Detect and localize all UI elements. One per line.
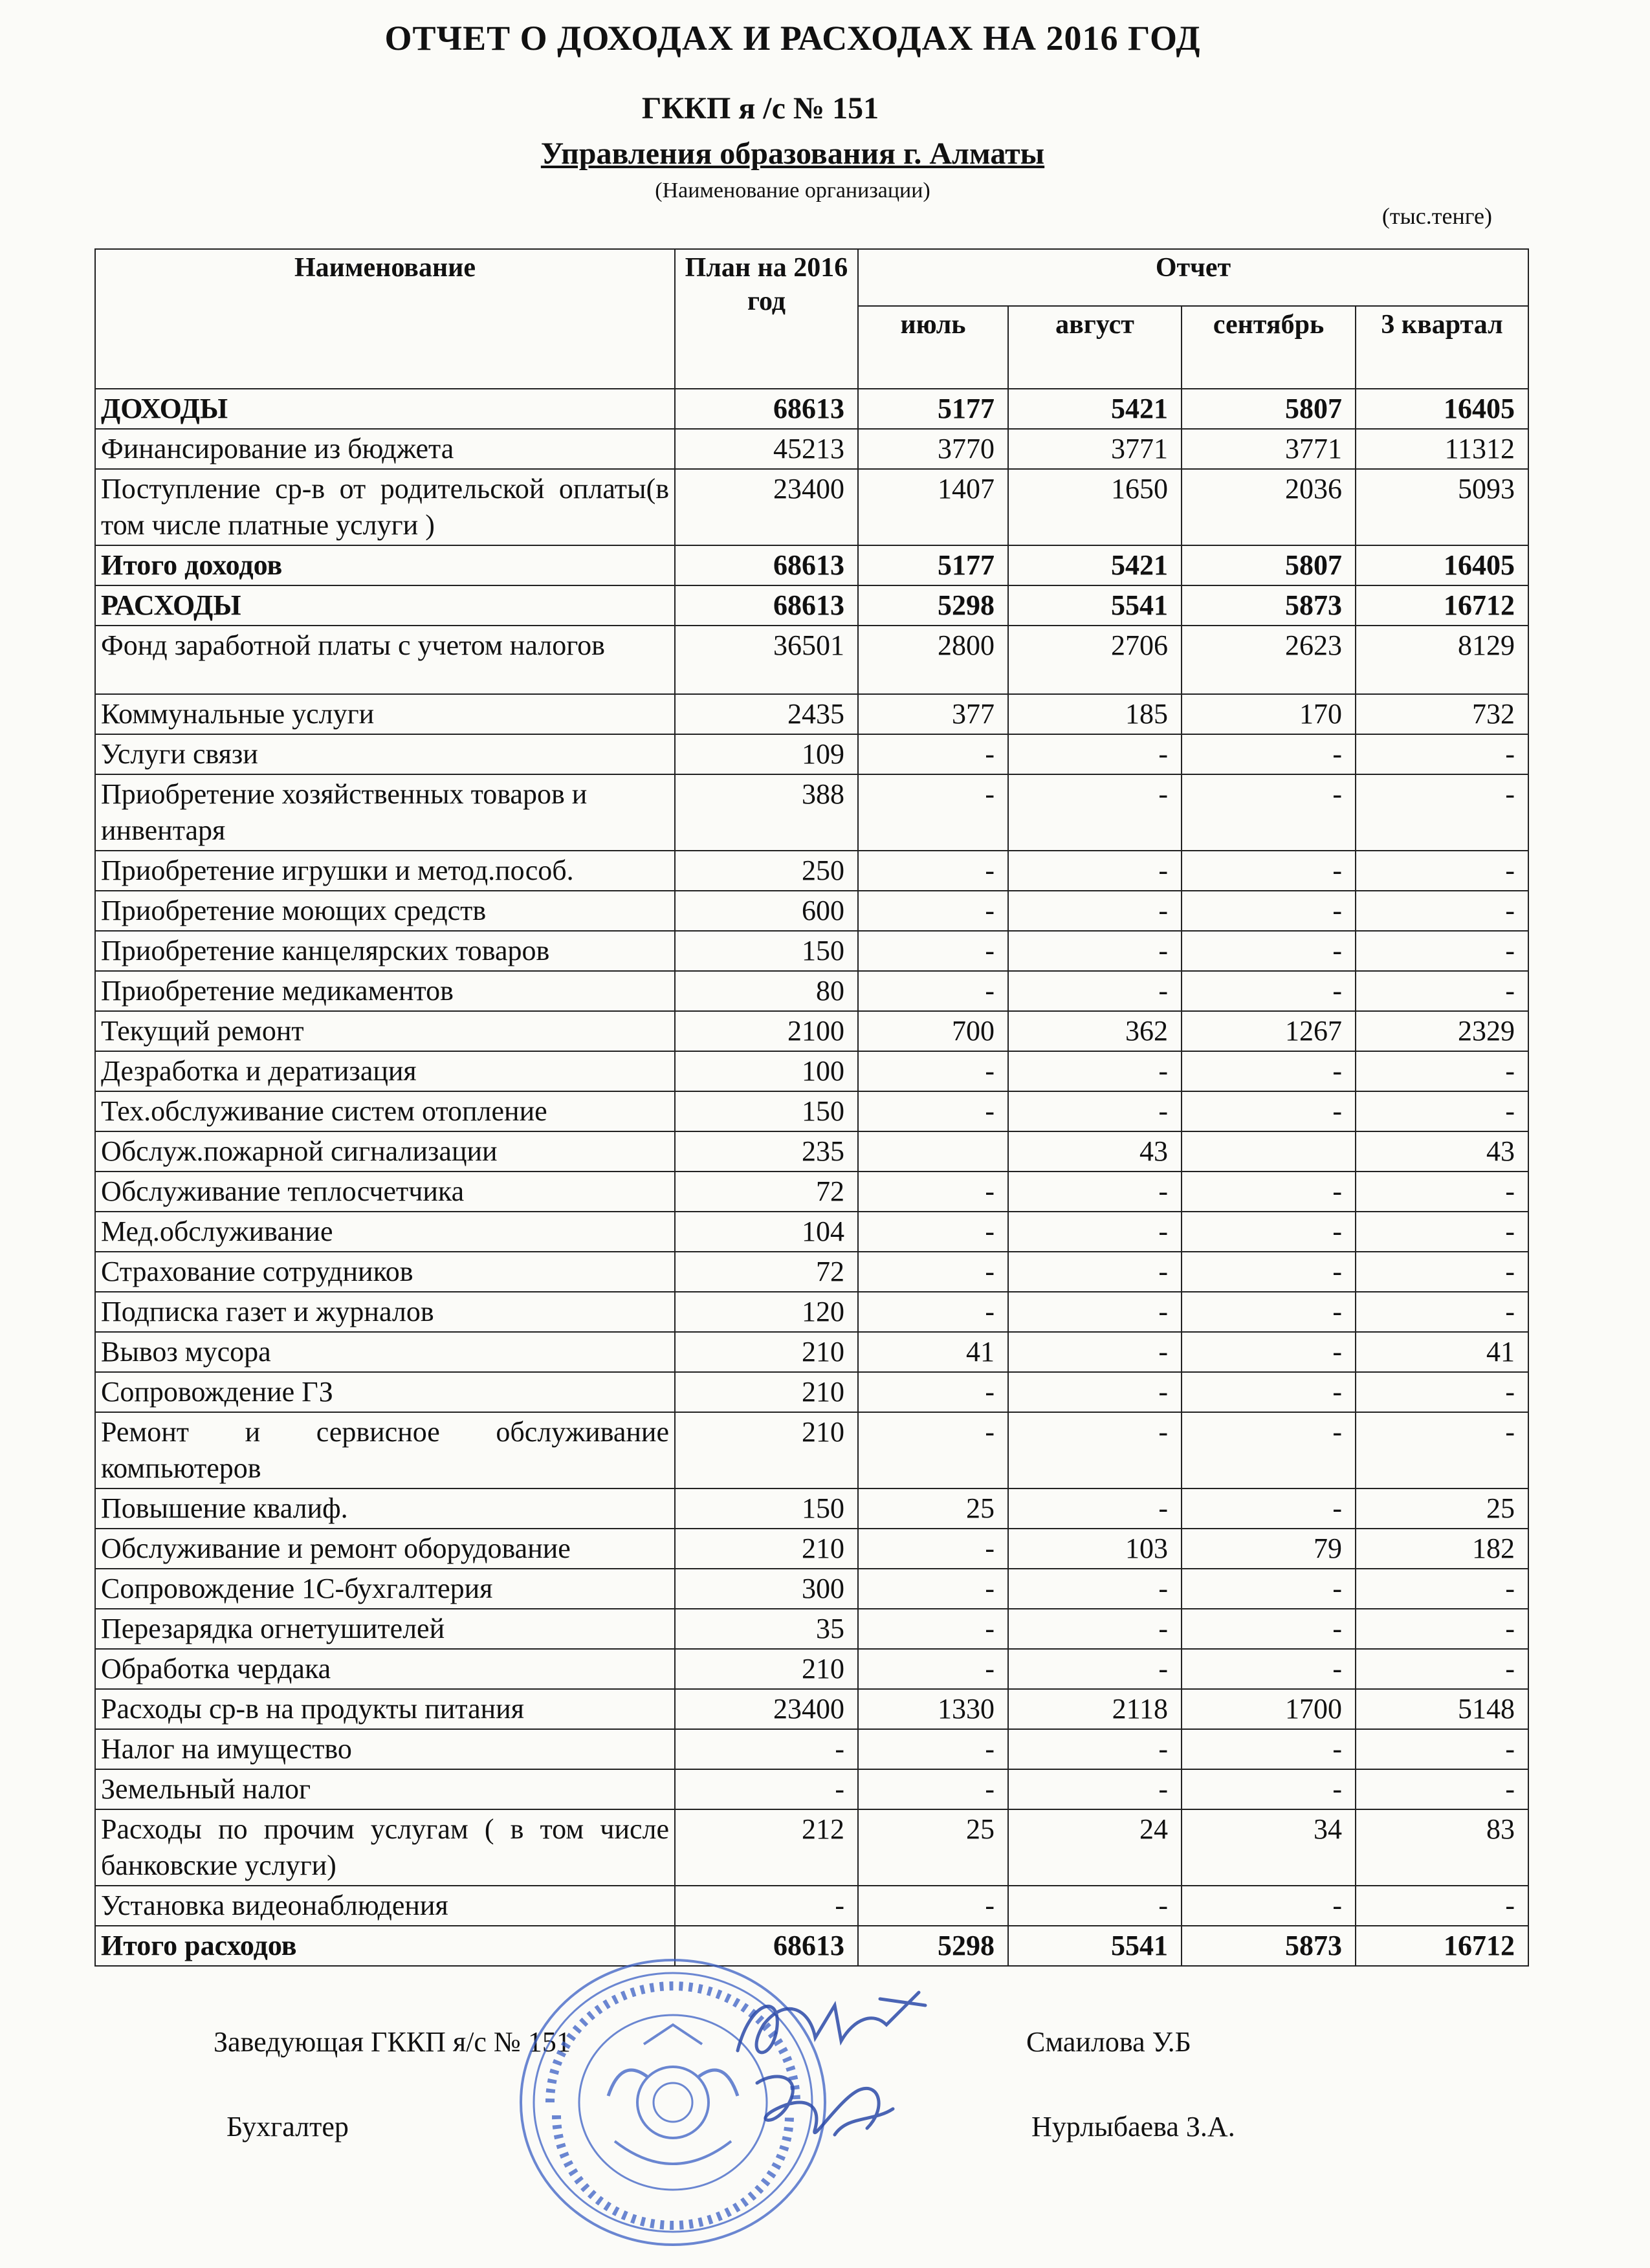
row-quarter: - bbox=[1356, 1172, 1528, 1212]
row-september: - bbox=[1182, 1412, 1356, 1488]
row-name: Вывоз мусора bbox=[95, 1332, 675, 1372]
row-august: - bbox=[1008, 891, 1182, 931]
row-quarter: - bbox=[1356, 1769, 1528, 1809]
row-plan: 45213 bbox=[675, 429, 858, 469]
row-plan: 388 bbox=[675, 774, 858, 851]
row-quarter: - bbox=[1356, 734, 1528, 774]
row-september: - bbox=[1182, 1091, 1356, 1131]
accountant-name: Нурлыбаева З.А. bbox=[1031, 2111, 1235, 2143]
row-name: Текущий ремонт bbox=[95, 1011, 675, 1051]
row-july: - bbox=[858, 1769, 1008, 1809]
table-row bbox=[95, 1649, 1528, 1689]
row-plan: - bbox=[675, 1769, 858, 1809]
table-row bbox=[95, 971, 1528, 1011]
row-september: 3771 bbox=[1182, 429, 1356, 469]
row-july: - bbox=[858, 891, 1008, 931]
row-name: Страхование сотрудников bbox=[95, 1252, 675, 1292]
row-september: 2036 bbox=[1182, 469, 1356, 545]
row-quarter: 2329 bbox=[1356, 1011, 1528, 1051]
row-quarter: - bbox=[1356, 1649, 1528, 1689]
row-july: 1330 bbox=[858, 1689, 1008, 1729]
row-july: 25 bbox=[858, 1488, 1008, 1529]
row-september: - bbox=[1182, 1292, 1356, 1332]
row-july: - bbox=[858, 1252, 1008, 1292]
head-name: Смаилова У.Б bbox=[1026, 2026, 1191, 2058]
row-september: - bbox=[1182, 931, 1356, 971]
row-august: 1650 bbox=[1008, 469, 1182, 545]
row-august: - bbox=[1008, 1729, 1182, 1769]
row-september: - bbox=[1182, 1886, 1356, 1926]
table-row bbox=[95, 469, 1528, 545]
row-name: Дезработка и дератизация bbox=[95, 1051, 675, 1091]
row-plan: 23400 bbox=[675, 469, 858, 545]
row-plan: 2435 bbox=[675, 694, 858, 734]
row-september: - bbox=[1182, 1051, 1356, 1091]
row-plan: 210 bbox=[675, 1649, 858, 1689]
row-august: - bbox=[1008, 1252, 1182, 1292]
row-name: Приобретение моющих средств bbox=[95, 891, 675, 931]
row-quarter: 83 bbox=[1356, 1809, 1528, 1886]
row-september bbox=[1182, 1131, 1356, 1172]
row-plan: 68613 bbox=[675, 1926, 858, 1966]
row-quarter: 16712 bbox=[1356, 1926, 1528, 1966]
row-name: Поступление ср-в от родительской оплаты(в том числе платные услуги ) bbox=[95, 469, 675, 545]
row-july: 1407 bbox=[858, 469, 1008, 545]
row-august: 5541 bbox=[1008, 585, 1182, 626]
row-september: - bbox=[1182, 1372, 1356, 1412]
table-row bbox=[95, 389, 1528, 429]
row-plan: 210 bbox=[675, 1529, 858, 1569]
row-september: - bbox=[1182, 1769, 1356, 1809]
row-quarter: - bbox=[1356, 891, 1528, 931]
table-row bbox=[95, 1809, 1528, 1886]
table-row bbox=[95, 1212, 1528, 1252]
row-august: - bbox=[1008, 734, 1182, 774]
row-september: 79 bbox=[1182, 1529, 1356, 1569]
row-plan: 23400 bbox=[675, 1689, 858, 1729]
row-july: 5298 bbox=[858, 585, 1008, 626]
table-row bbox=[95, 1609, 1528, 1649]
row-july: - bbox=[858, 1172, 1008, 1212]
row-august: 5421 bbox=[1008, 389, 1182, 429]
row-quarter: 732 bbox=[1356, 694, 1528, 734]
row-plan: 235 bbox=[675, 1131, 858, 1172]
table-row bbox=[95, 1131, 1528, 1172]
row-july: 5298 bbox=[858, 1926, 1008, 1966]
table-row bbox=[95, 545, 1528, 585]
row-august: - bbox=[1008, 1886, 1182, 1926]
row-august: - bbox=[1008, 1569, 1182, 1609]
row-september: - bbox=[1182, 1488, 1356, 1529]
table-row bbox=[95, 1529, 1528, 1569]
row-name: Ремонт и сервисное обслуживание компьютеров bbox=[95, 1412, 675, 1488]
row-name: Приобретение медикаментов bbox=[95, 971, 675, 1011]
header-name: Наименование bbox=[95, 249, 675, 389]
row-august: - bbox=[1008, 1292, 1182, 1332]
currency-units: (тыс.тенге) bbox=[1381, 203, 1492, 229]
row-plan: 210 bbox=[675, 1372, 858, 1412]
row-plan: 68613 bbox=[675, 585, 858, 626]
row-plan: 36501 bbox=[675, 626, 858, 694]
row-july: 41 bbox=[858, 1332, 1008, 1372]
row-plan: 100 bbox=[675, 1051, 858, 1091]
row-july: - bbox=[858, 1529, 1008, 1569]
row-plan: 2100 bbox=[675, 1011, 858, 1051]
row-september: 1700 bbox=[1182, 1689, 1356, 1729]
row-july: - bbox=[858, 1886, 1008, 1926]
row-plan: 600 bbox=[675, 891, 858, 931]
row-name: Финансирование из бюджета bbox=[95, 429, 675, 469]
row-name: Обслуж.пожарной сигнализации bbox=[95, 1131, 675, 1172]
row-plan: 109 bbox=[675, 734, 858, 774]
table-row bbox=[95, 1091, 1528, 1131]
row-quarter: - bbox=[1356, 1372, 1528, 1412]
row-name: Повышение квалиф. bbox=[95, 1488, 675, 1529]
row-plan: 210 bbox=[675, 1332, 858, 1372]
row-quarter: 16405 bbox=[1356, 545, 1528, 585]
department-name: Управления образования г. Алматы bbox=[540, 136, 1045, 171]
row-quarter: 25 bbox=[1356, 1488, 1528, 1529]
row-august: - bbox=[1008, 1769, 1182, 1809]
row-august: - bbox=[1008, 1212, 1182, 1252]
row-name: Приобретение канцелярских товаров bbox=[95, 931, 675, 971]
row-plan: - bbox=[675, 1886, 858, 1926]
table-row bbox=[95, 1729, 1528, 1769]
table-row bbox=[95, 1332, 1528, 1372]
table-row bbox=[95, 774, 1528, 851]
row-september: 5807 bbox=[1182, 545, 1356, 585]
row-plan: 68613 bbox=[675, 545, 858, 585]
row-august: 185 bbox=[1008, 694, 1182, 734]
row-august: 5541 bbox=[1008, 1926, 1182, 1966]
row-name: Приобретение хозяйственных товаров и инвентаря bbox=[95, 774, 675, 851]
row-july: - bbox=[858, 734, 1008, 774]
row-quarter: - bbox=[1356, 931, 1528, 971]
row-name: Обслуживание и ремонт оборудование bbox=[95, 1529, 675, 1569]
row-plan: 72 bbox=[675, 1252, 858, 1292]
accountant-signature-icon bbox=[738, 2057, 906, 2154]
row-name: Услуги связи bbox=[95, 734, 675, 774]
table-row bbox=[95, 1172, 1528, 1212]
row-september: - bbox=[1182, 1729, 1356, 1769]
row-name: Итого расходов bbox=[95, 1926, 675, 1966]
row-july: 3770 bbox=[858, 429, 1008, 469]
row-september: 1267 bbox=[1182, 1011, 1356, 1051]
organization-caption: (Наименование организации) bbox=[655, 179, 930, 202]
row-september: - bbox=[1182, 774, 1356, 851]
row-september: - bbox=[1182, 1252, 1356, 1292]
row-september: - bbox=[1182, 1212, 1356, 1252]
row-july: - bbox=[858, 1091, 1008, 1131]
row-quarter: - bbox=[1356, 851, 1528, 891]
row-august: 2118 bbox=[1008, 1689, 1182, 1729]
table-row bbox=[95, 851, 1528, 891]
table-row bbox=[95, 891, 1528, 931]
header-quarter: 3 квартал bbox=[1356, 306, 1528, 389]
row-september: - bbox=[1182, 971, 1356, 1011]
row-august: - bbox=[1008, 971, 1182, 1011]
accountant-role: Бухгалтер bbox=[226, 2111, 349, 2143]
row-september: - bbox=[1182, 1609, 1356, 1649]
row-september: 5873 bbox=[1182, 585, 1356, 626]
row-plan: 300 bbox=[675, 1569, 858, 1609]
header-plan: План на 2016 год bbox=[675, 249, 858, 389]
row-plan: 150 bbox=[675, 1488, 858, 1529]
row-name: Подписка газет и журналов bbox=[95, 1292, 675, 1332]
row-september: 5873 bbox=[1182, 1926, 1356, 1966]
row-plan: 104 bbox=[675, 1212, 858, 1252]
row-july: - bbox=[858, 1729, 1008, 1769]
row-name: Установка видеонаблюдения bbox=[95, 1886, 675, 1926]
row-quarter: - bbox=[1356, 774, 1528, 851]
row-july: 5177 bbox=[858, 389, 1008, 429]
row-september: 5807 bbox=[1182, 389, 1356, 429]
row-quarter: - bbox=[1356, 1051, 1528, 1091]
table-row bbox=[95, 694, 1528, 734]
row-september: - bbox=[1182, 851, 1356, 891]
row-quarter: 5148 bbox=[1356, 1689, 1528, 1729]
row-august: - bbox=[1008, 1488, 1182, 1529]
row-july: 700 bbox=[858, 1011, 1008, 1051]
row-august: - bbox=[1008, 1091, 1182, 1131]
header-september: сентябрь bbox=[1182, 306, 1356, 389]
row-quarter: 41 bbox=[1356, 1332, 1528, 1372]
row-august: - bbox=[1008, 1412, 1182, 1488]
table-row bbox=[95, 429, 1528, 469]
row-name: Приобретение игрушки и метод.пособ. bbox=[95, 851, 675, 891]
row-july: 5177 bbox=[858, 545, 1008, 585]
row-name: Перезарядка огнетушителей bbox=[95, 1609, 675, 1649]
row-quarter: - bbox=[1356, 1212, 1528, 1252]
row-name: Налог на имущество bbox=[95, 1729, 675, 1769]
row-quarter: - bbox=[1356, 1292, 1528, 1332]
row-september: - bbox=[1182, 734, 1356, 774]
row-quarter: 5093 bbox=[1356, 469, 1528, 545]
row-august: - bbox=[1008, 1372, 1182, 1412]
table-row bbox=[95, 1011, 1528, 1051]
row-quarter: - bbox=[1356, 1091, 1528, 1131]
header-august: август bbox=[1008, 306, 1182, 389]
report-title: ОТЧЕТ О ДОХОДАХ И РАСХОДАХ НА 2016 ГОД bbox=[384, 19, 1201, 58]
row-july: - bbox=[858, 1569, 1008, 1609]
row-name: Мед.обслуживание bbox=[95, 1212, 675, 1252]
table-row bbox=[95, 1488, 1528, 1529]
row-september: - bbox=[1182, 1649, 1356, 1689]
row-name: Фонд заработной платы с учетом налогов bbox=[95, 626, 675, 694]
table-row bbox=[95, 1051, 1528, 1091]
row-plan: 212 bbox=[675, 1809, 858, 1886]
row-september: - bbox=[1182, 891, 1356, 931]
table-row bbox=[95, 734, 1528, 774]
row-july: - bbox=[858, 1212, 1008, 1252]
row-july: 25 bbox=[858, 1809, 1008, 1886]
row-name: РАСХОДЫ bbox=[95, 585, 675, 626]
row-august: - bbox=[1008, 1051, 1182, 1091]
row-quarter: - bbox=[1356, 1886, 1528, 1926]
row-plan: 250 bbox=[675, 851, 858, 891]
row-quarter: - bbox=[1356, 971, 1528, 1011]
row-plan: - bbox=[675, 1729, 858, 1769]
row-name: Сопровождение 1С-бухгалтерия bbox=[95, 1569, 675, 1609]
row-name: Обработка чердака bbox=[95, 1649, 675, 1689]
row-quarter: - bbox=[1356, 1252, 1528, 1292]
table-row bbox=[95, 1886, 1528, 1926]
table-row bbox=[95, 626, 1528, 694]
row-name: Земельный налог bbox=[95, 1769, 675, 1809]
row-july: - bbox=[858, 774, 1008, 851]
row-august: 103 bbox=[1008, 1529, 1182, 1569]
row-name: Коммунальные услуги bbox=[95, 694, 675, 734]
row-august: - bbox=[1008, 1332, 1182, 1372]
row-august: 24 bbox=[1008, 1809, 1182, 1886]
row-name: Сопровождение ГЗ bbox=[95, 1372, 675, 1412]
row-august: - bbox=[1008, 851, 1182, 891]
table-row bbox=[95, 1372, 1528, 1412]
row-name: Тех.обслуживание систем отопление bbox=[95, 1091, 675, 1131]
row-july: 2800 bbox=[858, 626, 1008, 694]
row-quarter: 11312 bbox=[1356, 429, 1528, 469]
row-september: - bbox=[1182, 1172, 1356, 1212]
row-september: 34 bbox=[1182, 1809, 1356, 1886]
row-july: - bbox=[858, 1051, 1008, 1091]
row-quarter: - bbox=[1356, 1609, 1528, 1649]
row-july bbox=[858, 1131, 1008, 1172]
header-report: Отчет bbox=[858, 249, 1528, 306]
row-name: ДОХОДЫ bbox=[95, 389, 675, 429]
row-august: - bbox=[1008, 774, 1182, 851]
report-table-body bbox=[95, 389, 1528, 1966]
row-august: 5421 bbox=[1008, 545, 1182, 585]
row-plan: 150 bbox=[675, 931, 858, 971]
row-july: - bbox=[858, 1292, 1008, 1332]
row-name: Обслуживание теплосчетчика bbox=[95, 1172, 675, 1212]
row-quarter: 8129 bbox=[1356, 626, 1528, 694]
row-plan: 35 bbox=[675, 1609, 858, 1649]
row-quarter: 182 bbox=[1356, 1529, 1528, 1569]
row-plan: 150 bbox=[675, 1091, 858, 1131]
row-quarter: - bbox=[1356, 1412, 1528, 1488]
row-july: - bbox=[858, 931, 1008, 971]
row-plan: 80 bbox=[675, 971, 858, 1011]
row-name: Расходы ср-в на продукты питания bbox=[95, 1689, 675, 1729]
row-august: 362 bbox=[1008, 1011, 1182, 1051]
row-august: - bbox=[1008, 1609, 1182, 1649]
row-july: - bbox=[858, 971, 1008, 1011]
table-row bbox=[95, 1252, 1528, 1292]
row-july: 377 bbox=[858, 694, 1008, 734]
organization-name: ГККП я /с № 151 bbox=[641, 91, 879, 125]
row-september: - bbox=[1182, 1569, 1356, 1609]
row-september: - bbox=[1182, 1332, 1356, 1372]
row-plan: 72 bbox=[675, 1172, 858, 1212]
row-quarter: 16405 bbox=[1356, 389, 1528, 429]
row-august: - bbox=[1008, 931, 1182, 971]
row-july: - bbox=[858, 1609, 1008, 1649]
head-role: Заведующая ГККП я/с № 151 bbox=[214, 2026, 571, 2058]
row-quarter: - bbox=[1356, 1729, 1528, 1769]
row-plan: 68613 bbox=[675, 389, 858, 429]
row-july: - bbox=[858, 1412, 1008, 1488]
table-row bbox=[95, 1292, 1528, 1332]
row-september: 2623 bbox=[1182, 626, 1356, 694]
row-quarter: 16712 bbox=[1356, 585, 1528, 626]
row-august: 2706 bbox=[1008, 626, 1182, 694]
table-row bbox=[95, 931, 1528, 971]
row-name: Расходы по прочим услугам ( в том числе банковские услуги) bbox=[95, 1809, 675, 1886]
row-july: - bbox=[858, 851, 1008, 891]
table-row bbox=[95, 1769, 1528, 1809]
row-august: - bbox=[1008, 1172, 1182, 1212]
table-row bbox=[95, 1569, 1528, 1609]
table-row bbox=[95, 585, 1528, 626]
row-august: - bbox=[1008, 1649, 1182, 1689]
row-plan: 120 bbox=[675, 1292, 858, 1332]
table-row bbox=[95, 1412, 1528, 1488]
row-quarter: 43 bbox=[1356, 1131, 1528, 1172]
row-july: - bbox=[858, 1649, 1008, 1689]
row-august: 43 bbox=[1008, 1131, 1182, 1172]
row-july: - bbox=[858, 1372, 1008, 1412]
row-quarter: - bbox=[1356, 1569, 1528, 1609]
report-table bbox=[94, 248, 1529, 1967]
table-row bbox=[95, 1689, 1528, 1729]
row-august: 3771 bbox=[1008, 429, 1182, 469]
row-plan: 210 bbox=[675, 1412, 858, 1488]
header-july: июль bbox=[858, 306, 1008, 389]
row-september: 170 bbox=[1182, 694, 1356, 734]
row-name: Итого доходов bbox=[95, 545, 675, 585]
